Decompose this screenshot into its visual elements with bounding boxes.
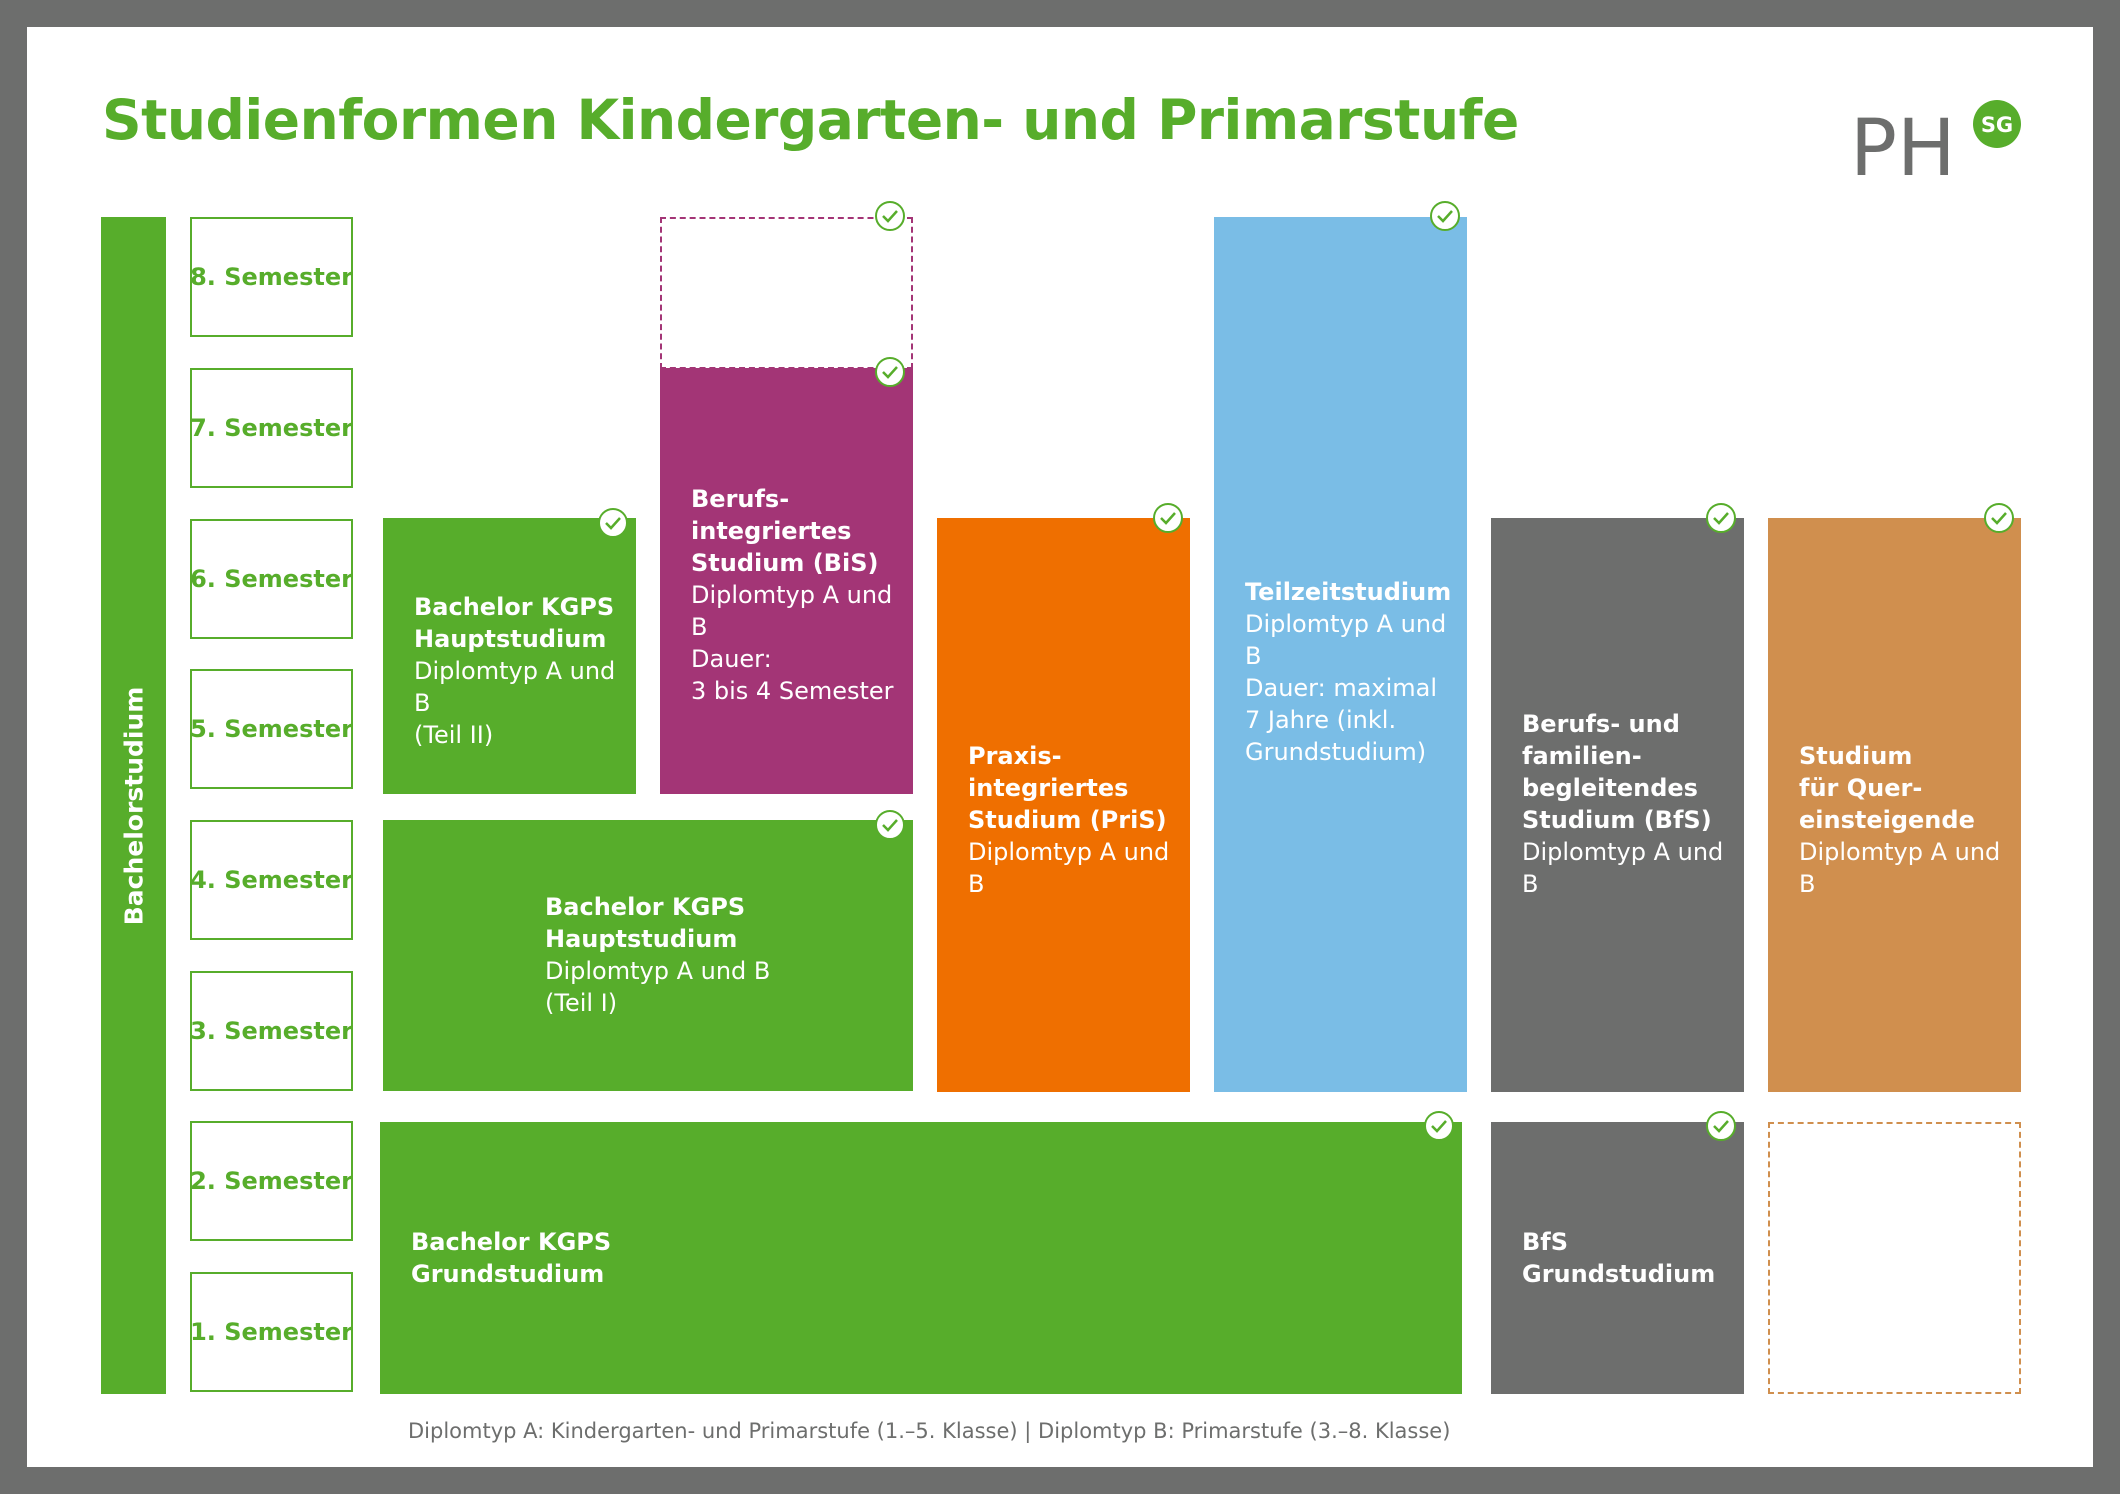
block-name: Berufs- und <box>1522 710 1680 738</box>
block-teilzeitstudium <box>1214 217 1467 1092</box>
block-name: Teilzeitstudium <box>1245 578 1452 606</box>
block-bachelor-hauptstudium-teil-1 <box>383 820 913 1091</box>
footnote: Diplomtyp A: Kindergarten- und Primarstufe (1.–5. Klasse) | Diplomtyp B: Primarstufe (3.–8. Klasse) <box>408 1419 1451 1443</box>
bis-optional-semester-outline <box>660 217 913 369</box>
block-name: Studium <box>1799 742 1913 770</box>
block-name: für Quer- <box>1799 774 1923 802</box>
logo-graphic <box>1850 100 2025 180</box>
block-bfs <box>1491 518 1744 1092</box>
block-detail: Diplomtyp A und B <box>545 957 771 985</box>
block-name: Berufs- <box>691 485 790 513</box>
block-name: BfS <box>1522 1228 1569 1256</box>
block-bfs-grundstudium <box>1491 1122 1744 1394</box>
block-detail: Dauer: maximal <box>1245 674 1438 702</box>
block-bachelor-grundstudium <box>380 1122 1462 1394</box>
check-icon <box>875 810 905 840</box>
semester-8: 8. Semester <box>190 217 353 337</box>
semester-6: 6. Semester <box>190 519 353 639</box>
block-bis <box>660 368 913 794</box>
semester-1: 1. Semester <box>190 1272 353 1392</box>
semester-5: 5. Semester <box>190 669 353 789</box>
block-detail: Diplomtyp A und B <box>414 657 616 717</box>
semester-3: 3. Semester <box>190 971 353 1091</box>
check-icon <box>1706 503 1736 533</box>
check-icon <box>1984 503 2014 533</box>
block-name: integriertes <box>691 517 852 545</box>
check-icon <box>1430 201 1460 231</box>
page-title: Studienformen Kindergarten- und Primarstufe <box>102 88 1519 152</box>
check-icon <box>875 201 905 231</box>
block-detail: (Teil I) <box>545 989 618 1017</box>
block-name: familien- <box>1522 742 1642 770</box>
block-name: integriertes <box>968 774 1129 802</box>
block-name: Bachelor KGPS <box>545 893 746 921</box>
block-name: Grundstudium <box>1522 1260 1716 1288</box>
block-name: Studium (BiS) <box>691 549 879 577</box>
ph-sg-logo <box>1850 100 2025 180</box>
block-detail: 3 bis 4 Semester <box>691 677 894 705</box>
logo-badge-text: SG <box>1980 113 2014 137</box>
check-icon <box>598 508 628 538</box>
block-name: Bachelor KGPS <box>414 593 615 621</box>
block-name: Bachelor KGPS <box>411 1228 612 1256</box>
block-bachelor-hauptstudium-teil-2 <box>383 518 636 794</box>
bachelorstudium-bar <box>101 217 166 1394</box>
block-detail: Diplomtyp A und B <box>1522 838 1724 898</box>
check-icon <box>1424 1111 1454 1141</box>
block-detail: (Teil II) <box>414 721 494 749</box>
block-name: Studium (PriS) <box>968 806 1167 834</box>
block-detail: Diplomtyp A und B <box>1799 838 2001 898</box>
block-name: Hauptstudium <box>545 925 738 953</box>
block-detail: Diplomtyp A und B <box>1245 610 1447 670</box>
block-detail: Diplomtyp A und B <box>968 838 1170 898</box>
block-detail: 7 Jahre (inkl. <box>1245 706 1397 734</box>
check-icon <box>1706 1111 1736 1141</box>
block-name: begleitendes <box>1522 774 1698 802</box>
block-name: Grundstudium <box>411 1260 605 1288</box>
semester-2: 2. Semester <box>190 1121 353 1241</box>
block-quereinsteigende <box>1768 518 2021 1092</box>
quereinsteigende-outline <box>1768 1122 2021 1394</box>
block-pris <box>937 518 1190 1092</box>
check-icon <box>1153 503 1183 533</box>
block-detail: Dauer: <box>691 645 772 673</box>
block-name: Studium (BfS) <box>1522 806 1712 834</box>
block-detail: Grundstudium) <box>1245 738 1427 766</box>
block-name: Hauptstudium <box>414 625 607 653</box>
block-name: einsteigende <box>1799 806 1975 834</box>
block-detail: Diplomtyp A und B <box>691 581 893 641</box>
semester-7: 7. Semester <box>190 368 353 488</box>
check-icon <box>875 357 905 387</box>
bachelorstudium-label: Bachelorstudium <box>119 686 148 925</box>
block-name: Praxis- <box>968 742 1062 770</box>
logo-text: PH <box>1850 104 1956 180</box>
semester-4: 4. Semester <box>190 820 353 940</box>
